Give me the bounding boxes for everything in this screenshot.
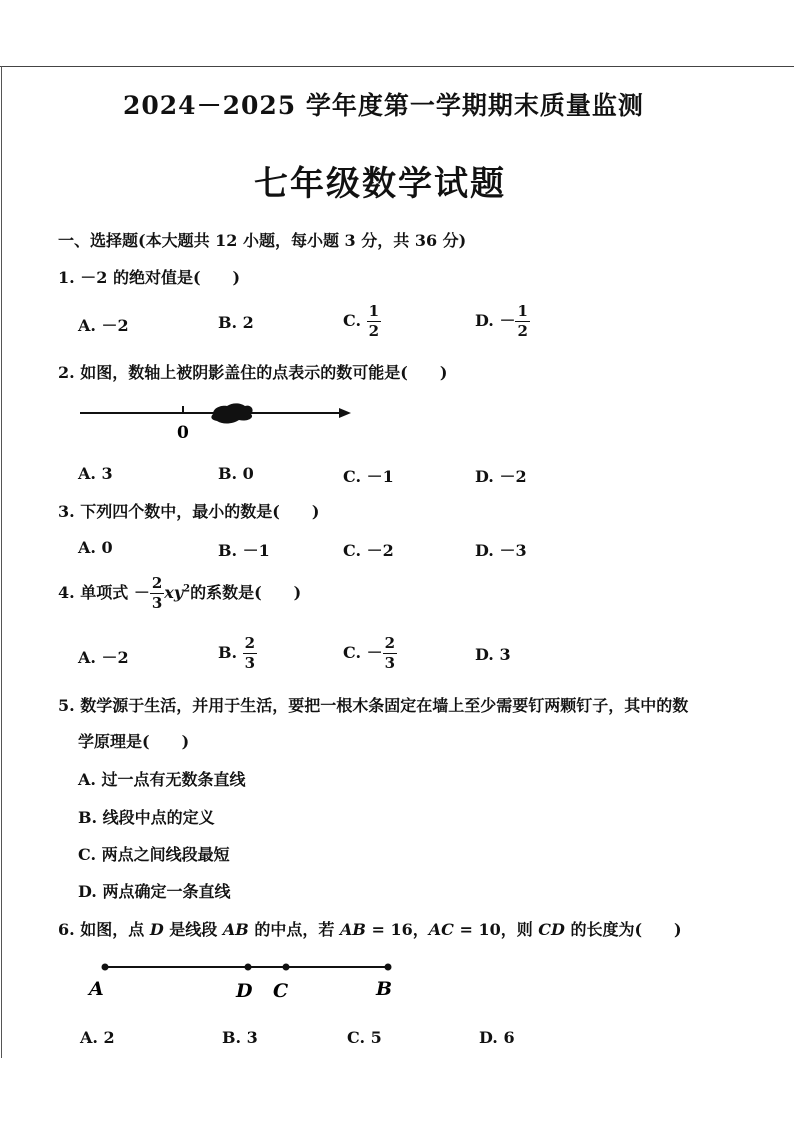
question-6-stem: 6. 如图，点 D 是线段 AB 的中点，若 AB = 16，AC = 10，则 CD 的长度为( ) [58, 920, 682, 939]
q4-option-a: A. －2 [78, 648, 129, 667]
point-b [385, 964, 392, 971]
top-border [0, 66, 794, 67]
q5-option-b: B. 线段中点的定义 [78, 808, 215, 827]
arrow-head-icon [339, 408, 351, 418]
point-c [283, 964, 290, 971]
q6-option-c: C. 5 [347, 1028, 382, 1047]
fraction: $\frac{1}{2}$ [368, 302, 380, 340]
q5-option-d: D. 两点确定一条直线 [78, 882, 231, 901]
q3-option-d: D. －3 [475, 541, 527, 560]
point-a [102, 964, 109, 971]
fraction: $\frac{2}{3}$ [384, 634, 396, 672]
question-1-stem: 1. －2 的绝对值是( ) [58, 268, 241, 287]
shaded-blob [211, 403, 252, 423]
q6-option-a: A. 2 [80, 1028, 115, 1047]
label-c: C [273, 980, 289, 1002]
q5-option-a: A. 过一点有无数条直线 [78, 770, 246, 789]
exam-title: 2024－2025 学年度第一学期期末质量监测 [123, 91, 644, 120]
label-a: A [89, 978, 104, 1000]
fraction: $\frac{1}{2}$ [517, 302, 528, 340]
question-2-stem: 2. 如图，数轴上被阴影盖住的点表示的数可能是( ) [58, 363, 448, 382]
q3-option-a: A. 0 [78, 538, 113, 557]
q5-option-c: C. 两点之间线段最短 [78, 845, 230, 864]
label-b: B [376, 978, 393, 1000]
q2-option-b: B. 0 [218, 464, 254, 483]
q6-option-b: B. 3 [222, 1028, 258, 1047]
q3-option-c: C. －2 [343, 541, 394, 560]
label-d: D [236, 980, 253, 1002]
q4-option-c: C. － $\frac{2}{3}$ [343, 634, 396, 672]
section-heading: 一、选择题(本大题共 12 小题，每小题 3 分，共 36 分) [58, 231, 467, 250]
q1-option-c: C. $\frac{1}{2}$ [343, 302, 380, 340]
q2-option-d: D. －2 [475, 467, 527, 486]
q1-option-b: B. 2 [218, 313, 254, 332]
question-5-stem-line1: 5. 数学源于生活，并用于生活，要把一根木条固定在墙上至少需要钉两颗钉子，其中的数 [58, 696, 689, 715]
number-line-figure [75, 398, 365, 446]
fraction: $\frac{2}{3}$ [244, 634, 256, 672]
q3-option-b: B. －1 [218, 541, 270, 560]
q6-option-d: D. 6 [479, 1028, 515, 1047]
question-4-stem: 4. 单项式 － $\frac{2}{3}$ $xy^2$的系数是( ) [58, 574, 302, 612]
q4-option-b: B. $\frac{2}{3}$ [218, 634, 256, 672]
segment-figure [85, 955, 405, 1005]
q1-option-d: D. － $\frac{1}{2}$ [475, 302, 528, 340]
q2-option-a: A. 3 [78, 464, 113, 483]
point-d [245, 964, 252, 971]
fraction: $\frac{2}{3}$ [151, 574, 163, 612]
question-5-stem-line2: 学原理是( ) [78, 732, 190, 751]
question-3-stem: 3. 下列四个数中，最小的数是( ) [58, 502, 320, 521]
q2-option-c: C. －1 [343, 467, 394, 486]
paper-title: 七年级数学试题 [254, 164, 506, 204]
zero-label: 0 [177, 423, 189, 443]
q1-option-a: A. －2 [78, 316, 129, 335]
q4-option-d: D. 3 [475, 645, 511, 664]
left-border [1, 66, 2, 1058]
